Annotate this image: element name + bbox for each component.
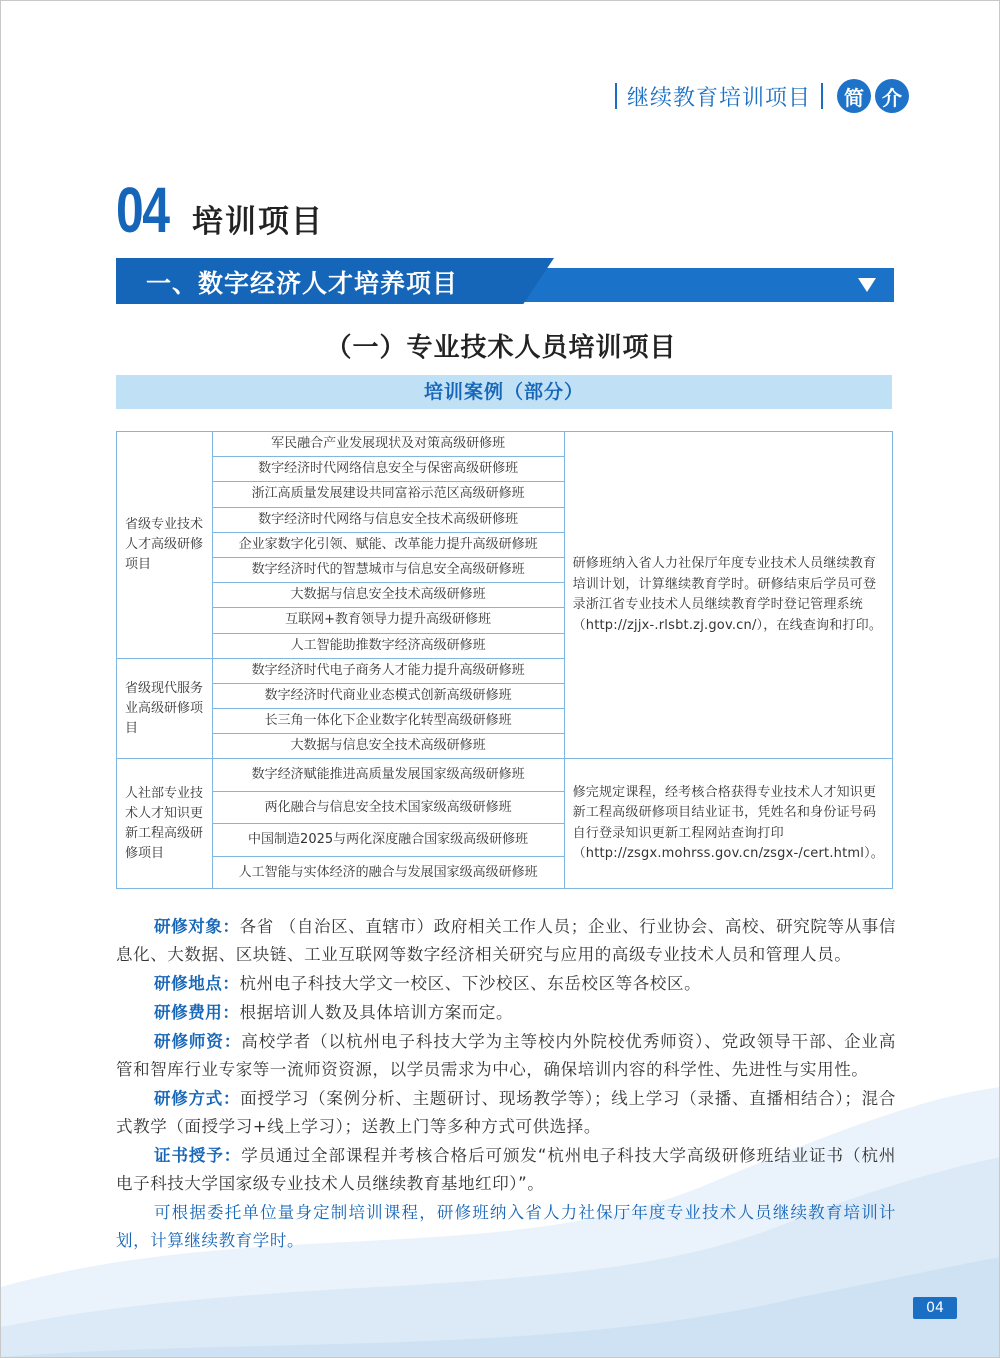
description-body: [116, 913, 896, 1256]
paragraph-label: 研修费用：: [154, 1003, 240, 1022]
course-cell: 企业家数字化引领、赋能、改革能力提升高级研修班: [212, 532, 564, 557]
case-bar: 培训案例（部分）: [116, 375, 892, 409]
paragraph: [116, 999, 896, 1027]
paragraph-text: 根据培训人数及具体培训方案而定。: [239, 1003, 514, 1022]
paragraph: [116, 970, 896, 998]
note-cell: 修完规定课程，经考核合格获得专业技术人才知识更新工程高级研修项目结业证书，凭姓名和身份证号码自行登录知识更新工程网站查询打印（http://zsgx.mohrss.gov.cn/zsgx-/cert.html）。: [564, 759, 892, 889]
triangle-down-icon: [858, 278, 876, 292]
paragraph-text: 杭州电子科技大学文一校区、下沙校区、东岳校区等各校区。: [239, 974, 702, 993]
section-heading: [116, 173, 324, 247]
course-cell: 大数据与信息安全技术高级研修班: [212, 583, 564, 608]
header-divider: [821, 83, 823, 109]
banner-title: 一、数字经济人才培养项目: [146, 269, 459, 298]
paragraph-label: 研修对象：: [154, 917, 240, 936]
training-table: [116, 431, 893, 889]
paragraph-label: 研修地点：: [154, 974, 240, 993]
course-cell: 军民融合产业发展现状及对策高级研修班: [212, 432, 564, 457]
header-badge-char: 简: [837, 79, 871, 113]
category-cell: 省级现代服务业高级研修项目: [117, 658, 213, 759]
paragraph: [116, 1142, 896, 1198]
section-number: 04: [116, 174, 169, 246]
header-title: 继续教育培训项目: [626, 85, 811, 111]
table-row: [117, 432, 893, 457]
category-banner: [116, 258, 894, 304]
paragraph-text: 学员通过全部课程并考核合格后可颁发“杭州电子科技大学高级研修班结业证书（杭州电子科技大学国家级专业技术人员继续教育基地红印）”。: [116, 1146, 896, 1193]
course-cell: 互联网+教育领导力提升高级研修班: [212, 608, 564, 633]
paragraph-text: 高校学者（以杭州电子科技大学为主等校内外院校优秀师资）、党政领导干部、企业高管和智库行业专家等一流师资资源，以学员需求为中心，确保培训内容的科学性、先进性与实用性。: [116, 1032, 896, 1079]
note-cell: 研修班纳入省人力社保厅年度专业技术人员继续教育培训计划，计算继续教育学时。研修结束后学员可登录浙江省专业技术人员继续教育学时登记管理系统（http://zjjx-.rlsbt.zj.gov.cn/），在线查询和打印。: [564, 432, 892, 759]
paragraph-text: 各省 （自治区、直辖市）政府相关工作人员；企业、行业协会、高校、研究院等从事信息化、大数据、区块链、工业互联网等数字经济相关研究与应用的高级专业技术人员和管理人员。: [116, 917, 896, 964]
course-cell: 长三角一体化下企业数字化转型高级研修班: [212, 709, 564, 734]
course-cell: 数字经济时代的智慧城市与信息安全高级研修班: [212, 557, 564, 582]
subheading: （一）专业技术人员培训项目: [325, 333, 677, 363]
course-cell: 数字经济时代电子商务人才能力提升高级研修班: [212, 658, 564, 683]
course-cell: 两化融合与信息安全技术国家级高级研修班: [212, 791, 564, 824]
header-divider: [615, 83, 617, 109]
course-cell: 数字经济时代网络与信息安全技术高级研修班: [212, 507, 564, 532]
closing-paragraph: 可根据委托单位量身定制培训课程，研修班纳入省人力社保厅年度专业技术人员继续教育培训计划，计算继续教育学时。: [116, 1203, 896, 1250]
course-cell: 人工智能助推数字经济高级研修班: [212, 633, 564, 658]
course-cell: 中国制造2025与两化深度融合国家级高级研修班: [212, 824, 564, 857]
page-number: 04: [913, 1297, 957, 1319]
paragraph: [116, 1028, 896, 1084]
course-cell: 浙江高质量发展建设共同富裕示范区高级研修班: [212, 482, 564, 507]
course-cell: 大数据与信息安全技术高级研修班: [212, 734, 564, 759]
course-cell: 数字经济时代网络信息安全与保密高级研修班: [212, 457, 564, 482]
table-row: [117, 759, 893, 792]
paragraph: [116, 913, 896, 969]
category-cell: 人社部专业技术人才知识更新工程高级研修项目: [117, 759, 213, 889]
section-title: 培训项目: [192, 204, 324, 240]
course-cell: 人工智能与实体经济的融合与发展国家级高级研修班: [212, 856, 564, 889]
course-cell: 数字经济赋能推进高质量发展国家级高级研修班: [212, 759, 564, 792]
paragraph-label: 研修师资：: [154, 1032, 242, 1051]
running-header: [605, 79, 909, 113]
paragraph-text: 面授学习（案例分析、主题研讨、现场教学等）；线上学习（录播、直播相结合）；混合式教学（面授学习+线上学习）；送教上门等多种方式可供选择。: [116, 1089, 897, 1136]
paragraph: [116, 1085, 896, 1141]
category-cell: 省级专业技术人才高级研修项目: [117, 432, 213, 659]
paragraph-label: 研修方式：: [154, 1089, 241, 1108]
course-cell: 数字经济时代商业业态模式创新高级研修班: [212, 683, 564, 708]
paragraph-label: 证书授予：: [154, 1146, 242, 1165]
header-badge-char: 介: [875, 79, 909, 113]
